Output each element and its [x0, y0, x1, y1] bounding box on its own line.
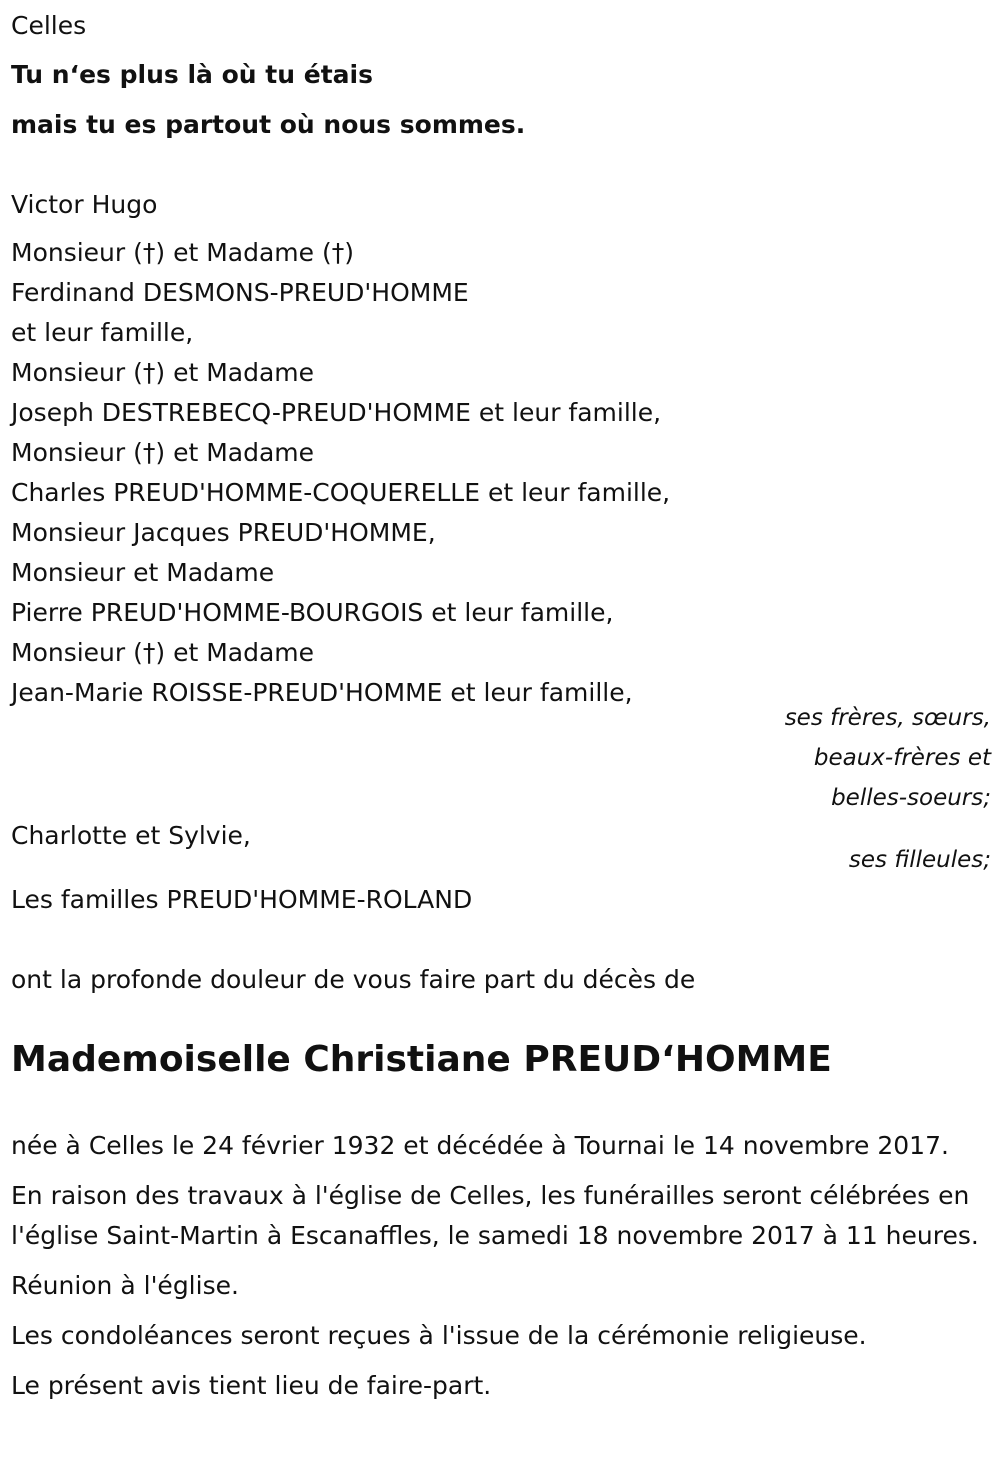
quote-line-1: Tu n‘es plus là où tu étais	[11, 60, 373, 89]
details	[11, 1126, 991, 1406]
funeral-info: En raison des travaux à l'église de Celles, les funérailles seront célébrées en l'église Saint-Martin à Escanaffles, le samedi 18 novembre 2017 à 11 heures.	[11, 1181, 979, 1250]
announcement: ont la profonde douleur de vous faire part du décès de	[11, 965, 696, 994]
family-line: Joseph DESTREBECQ-PREUD'HOMME et leur famille,	[11, 398, 662, 427]
quote-author: Victor Hugo	[11, 190, 158, 219]
family-line: Pierre PREUD'HOMME-BOURGOIS et leur famille,	[11, 598, 614, 627]
family-line: Monsieur Jacques PREUD'HOMME,	[11, 518, 436, 547]
meeting-info: Réunion à l'église.	[11, 1271, 239, 1300]
family-line: Monsieur (†) et Madame	[11, 638, 315, 667]
families: Les familles PREUD'HOMME-ROLAND	[11, 885, 473, 914]
birth-death-line: née à Celles le 24 février 1932 et décédée à Tournai le 14 novembre 2017.	[11, 1131, 949, 1160]
family-list	[11, 233, 670, 713]
family-line: Ferdinand DESMONS-PREUD'HOMME	[11, 278, 469, 307]
family-line: Monsieur (†) et Madame (†)	[11, 238, 354, 267]
family-line: Charles PREUD'HOMME-COQUERELLE et leur famille,	[11, 478, 671, 507]
godchildren: Charlotte et Sylvie,	[11, 821, 251, 850]
place-name: Celles	[11, 11, 87, 40]
family-line: Jean-Marie ROISSE-PREUD'HOMME et leur famille,	[11, 678, 633, 707]
condolences-info: Les condoléances seront reçues à l'issue de la cérémonie religieuse.	[11, 1321, 867, 1350]
family-line: Monsieur (†) et Madame	[11, 438, 315, 467]
relation-line: belles-soeurs;	[831, 785, 991, 811]
siblings-relation	[591, 698, 991, 818]
deceased-name: Mademoiselle Christiane PREUD‘HOMME	[11, 1039, 832, 1080]
relation-line: beaux-frères et	[813, 745, 991, 771]
quote-line-2: mais tu es partout où nous sommes.	[11, 110, 526, 139]
family-line: Monsieur et Madame	[11, 558, 275, 587]
notice-note: Le présent avis tient lieu de faire-part.	[11, 1371, 492, 1400]
relation-line: ses frères, sœurs,	[784, 705, 991, 731]
godchildren-relation: ses filleules;	[848, 847, 991, 873]
family-line: et leur famille,	[11, 318, 194, 347]
family-line: Monsieur (†) et Madame	[11, 358, 315, 387]
